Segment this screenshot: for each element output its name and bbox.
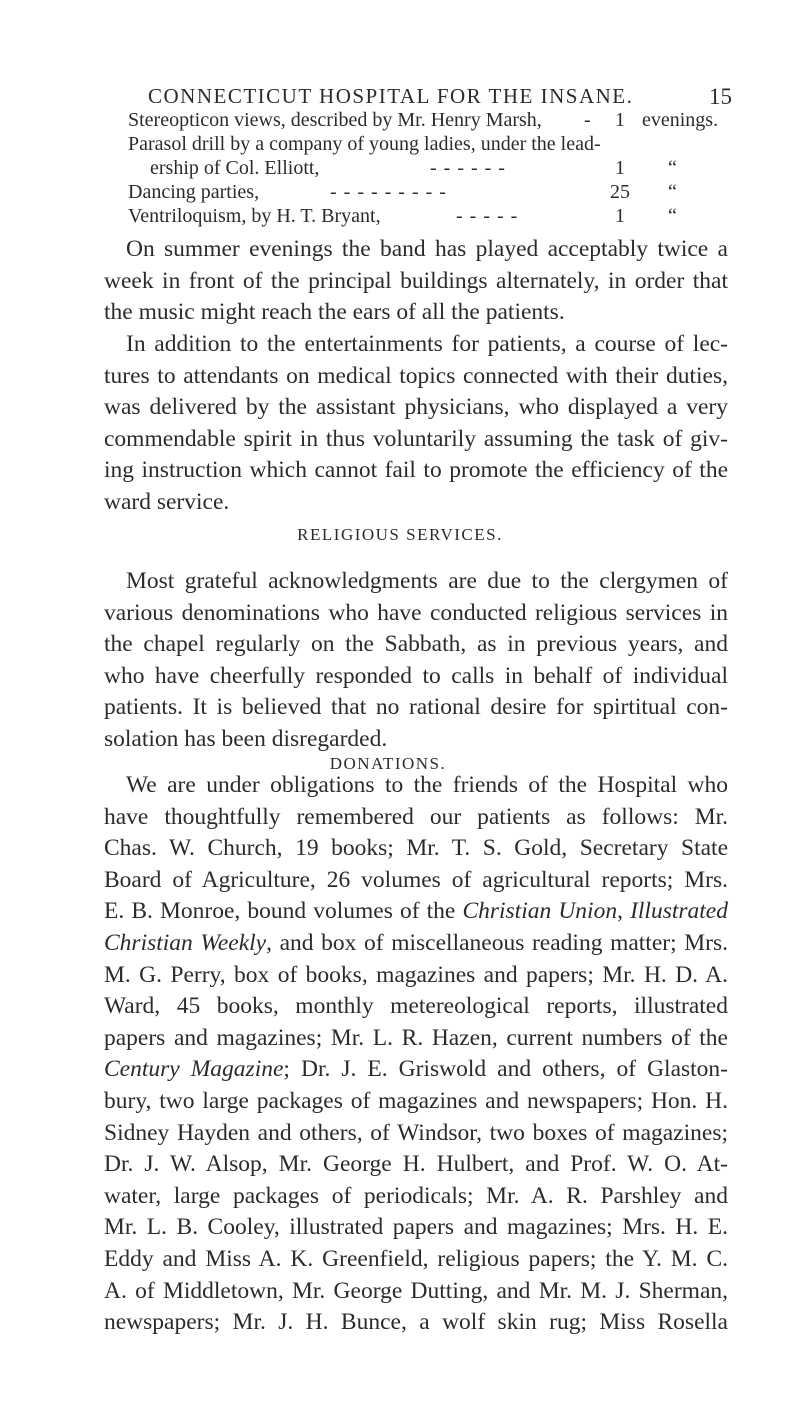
text-line: Sidney Hayden and others, of Windsor, two boxes of magazines; xyxy=(104,1119,728,1146)
donations-heading: DONATIONS. xyxy=(329,754,447,773)
text-line: Ward, 45 books, monthly metereological reports, illustrated xyxy=(104,993,728,1020)
text-line: week in front of the principal buildings alternately, in order that xyxy=(104,267,728,294)
entry-count: 1 xyxy=(615,157,625,179)
lectures-paragraph xyxy=(104,329,728,519)
text-line: papers and magazines; Mr. L. R. Hazen, current numbers of the xyxy=(104,1024,728,1051)
religious-services-heading: RELIGIOUS SERVICES. xyxy=(297,525,503,544)
text-line xyxy=(104,896,728,928)
entry-label: Dancing parties, xyxy=(128,181,260,203)
text-line: Board of Agriculture, 26 volumes of agricultural reports; Mrs. xyxy=(104,866,728,893)
page-number: 15 xyxy=(709,84,732,109)
publication-title: Century Magazine xyxy=(104,1056,284,1083)
text-line: water, large packages of periodicals; Mr. A. R. Parshley and xyxy=(104,1182,728,1209)
entry-leader: - - - - - - - - - xyxy=(330,181,447,203)
text-run: , xyxy=(617,898,631,925)
text-line: the music might reach the ears of all the patients. xyxy=(104,299,565,326)
entry-unit: evenings. xyxy=(642,109,719,131)
religious-services-paragraph xyxy=(104,566,728,756)
entry-label: Stereopticon views, described by Mr. Henry Marsh, xyxy=(128,109,542,131)
text-line: Mr. L. B. Cooley, illustrated papers and magazines; Mrs. H. E. xyxy=(104,1214,728,1241)
text-line xyxy=(104,928,728,960)
text-line: commendable spirit in thus voluntarily assuming the task of giv- xyxy=(104,425,728,452)
text-line: bury, two large packages of magazines and newspapers; Hon. H. xyxy=(104,1087,728,1114)
entry-count: 25 xyxy=(610,181,630,203)
text-line: In addition to the entertainments for patients, a course of lec- xyxy=(126,331,728,357)
publication-title: Illustrated xyxy=(630,898,728,925)
publication-title: Christian Weekly xyxy=(104,929,267,956)
entry-label: ership of Col. Elliott, xyxy=(150,157,320,179)
entry-leader: - - - - - xyxy=(456,205,519,227)
text-line xyxy=(104,1054,728,1086)
text-line: We are under obligations to the friends of the Hospital who xyxy=(126,772,728,798)
text-line: newspapers; Mr. J. H. Bunce, a wolf skin rug; Miss Rosella xyxy=(104,1309,728,1336)
text-line: patients. It is believed that no rational desire for spirtitual con- xyxy=(104,694,728,721)
entry-label: Parasol drill by a company of young ladies, under the lead- xyxy=(128,133,601,155)
text-line: Chas. W. Church, 19 books; Mr. T. S. Gold, Secretary State xyxy=(104,835,728,862)
text-line: ward service. xyxy=(104,488,230,515)
text-line: ing instruction which cannot fail to promote the efficiency of the xyxy=(104,457,728,484)
text-line: Most grateful acknowledgments are due to the clergymen of xyxy=(126,568,728,594)
text-line: solation has been disregarded. xyxy=(104,725,388,752)
text-line: was delivered by the assistant physicians, who displayed a very xyxy=(104,394,728,421)
publication-title: Christian Union xyxy=(462,898,618,925)
text-line: Eddy and Miss A. K. Greenfield, religious papers; the Y. M. C. xyxy=(104,1245,728,1272)
entry-unit: “ xyxy=(668,181,677,203)
text-line: tures to attendants on medical topics connected with their duties, xyxy=(104,362,728,389)
text-line: On summer evenings the band has played acceptably twice a xyxy=(126,236,728,262)
text-line: A. of Middletown, Mr. George Dutting, and Mr. M. J. Sherman, xyxy=(104,1277,728,1304)
entertainment-entry-continued xyxy=(128,156,728,180)
text-line: M. G. Perry, box of books, magazines and papers; Mr. H. D. A. xyxy=(104,961,728,988)
text-line: who have cheerfully responded to calls in behalf of individual xyxy=(104,662,728,689)
entertainment-entry xyxy=(128,180,728,204)
entertainment-entry xyxy=(128,108,728,132)
running-title: CONNECTICUT HOSPITAL FOR THE INSANE. xyxy=(148,84,634,108)
entertainment-list xyxy=(128,108,728,228)
entry-count: 1 xyxy=(615,205,625,227)
entertainment-entry xyxy=(128,204,728,228)
entry-count: 1 xyxy=(615,109,625,131)
donations-paragraph xyxy=(104,770,728,1339)
entry-unit: “ xyxy=(668,205,677,227)
text-run: , and box of miscellaneous reading matter; Mrs. xyxy=(266,929,728,956)
entry-unit: “ xyxy=(668,157,677,179)
entry-leader: - - - - - - xyxy=(430,157,506,179)
text-run: E. B. Monroe, bound volumes of the xyxy=(104,898,463,925)
entry-label: Ventriloquism, by H. T. Bryant, xyxy=(128,205,381,227)
entertainment-entry xyxy=(128,132,728,156)
text-line: Dr. J. W. Alsop, Mr. George H. Hulbert, and Prof. W. O. At- xyxy=(104,1151,728,1178)
text-line: have thoughtfully remembered our patients as follows: Mr. xyxy=(104,803,728,830)
text-line: various denominations who have conducted religious services in xyxy=(104,599,728,626)
band-paragraph xyxy=(104,234,728,329)
text-run: ; Dr. J. E. Griswold and others, of Glaston- xyxy=(283,1056,728,1083)
text-line: the chapel regularly on the Sabbath, as in previous years, and xyxy=(104,631,728,658)
entry-leader: - xyxy=(584,109,592,131)
